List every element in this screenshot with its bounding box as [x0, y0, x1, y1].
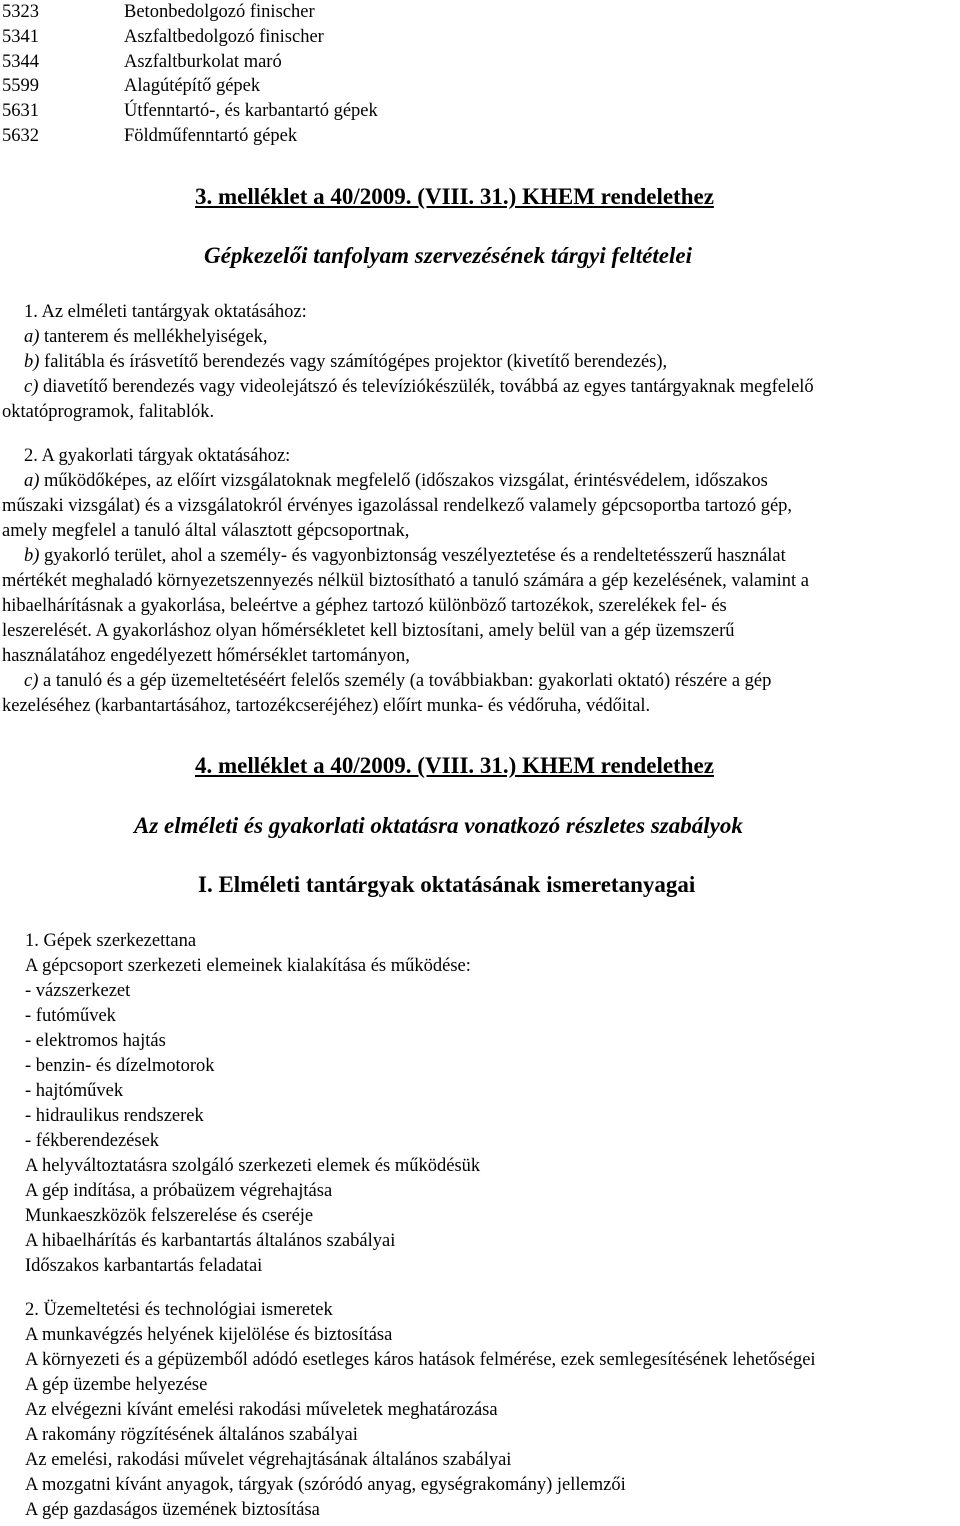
item-label: c): [24, 377, 39, 397]
item-label: a): [24, 471, 40, 491]
section2-item-c-cont: kezeléséhez (karbantartásához, tartozékcseréjéhez) előírt munka- és védőruha, védőital.: [2, 696, 651, 716]
item-name: Aszfaltburkolat maró: [124, 52, 282, 72]
item-label: b): [24, 352, 40, 372]
topic1-line: - benzin- és dízelmotorok: [25, 1056, 215, 1076]
topic1-line: Munkaeszközök felszerelése és cseréje: [25, 1206, 314, 1226]
item-code: 5599: [2, 76, 39, 96]
section2-item-c: [2, 669, 957, 694]
topic1-heading: 1. Gépek szerkezettana: [25, 931, 197, 951]
topic2-heading: 2. Üzemeltetési és technológiai ismeretek: [25, 1300, 333, 1320]
item-code: 5631: [2, 101, 39, 121]
section1-intro: 1. Az elméleti tantárgyak oktatásához:: [24, 302, 307, 322]
topic1-line: A gép indítása, a próbaüzem végrehajtása: [25, 1181, 333, 1201]
topic2-line: A gép üzembe helyezése: [25, 1375, 208, 1395]
item-text: működőképes, az előírt vizsgálatoknak megfelelő (időszakos vizsgálat, érintésvédelem, időszakos: [39, 471, 768, 491]
item-name: Útfenntartó-, és karbantartó gépek: [124, 101, 378, 121]
topic2-line: A gép gazdaságos üzemének biztosítása: [25, 1500, 320, 1520]
section2-item-b: [2, 544, 957, 569]
topic2-list: [25, 1298, 816, 1523]
annex3-title: 3. melléklet a 40/2009. (VIII. 31.) KHEM rendelethez: [195, 184, 714, 209]
topic1-line: A gépcsoport szerkezeti elemeinek kialakítása és működése:: [25, 956, 471, 976]
section2-intro: 2. A gyakorlati tárgyak oktatásához:: [24, 446, 291, 466]
item-text: gyakorló terület, ahol a személy- és vagyonbiztonság veszélyeztetése és a rendeltetésszerű használat: [39, 546, 786, 566]
topic2-line: Az elvégezni kívánt emelési rakodási műveletek meghatározása: [25, 1400, 498, 1420]
item-text: falitábla és írásvetítő berendezés vagy számítógépes projektor (kivetítő berendezés),: [39, 352, 668, 372]
item-label: a): [24, 327, 40, 347]
annex4-subtitle: Az elméleti és gyakorlati oktatásra vonatkozó részletes szabályok: [134, 813, 743, 838]
section2-item-b-cont: mértékét meghaladó környezetszennyezés nélkül biztosítható a tanuló számára a gép kezelésének, valamint a: [2, 571, 809, 591]
item-name: Betonbedolgozó finischer: [124, 2, 315, 22]
item-code: 5344: [2, 52, 39, 72]
section1-item-b: [2, 350, 957, 375]
section1-paragraph: [2, 300, 957, 425]
section1-item-c-cont: oktatóprogramok, falitablók.: [2, 402, 215, 422]
section2-item-a-cont: műszaki vizsgálat) és a vizsgálatokról érvényes igazolással rendelkező valamely gépcsoportba tartozó gép,: [2, 496, 793, 516]
topic1-line: A helyváltoztatásra szolgáló szerkezeti elemek és működésük: [25, 1156, 481, 1176]
section2-item-a-cont: amely megfelel a tanuló által választott gépcsoportnak,: [2, 521, 410, 541]
annex3-subtitle: Gépkezelői tanfolyam szervezésének tárgyi feltételei: [204, 243, 692, 268]
part-title: I. Elméleti tantárgyak oktatásának ismeretanyagai: [198, 872, 696, 897]
item-code: 5632: [2, 126, 39, 146]
topic2-line: A környezeti és a gépüzemből adódó esetleges káros hatások felmérése, ezek semlegesítésének lehetőségei: [25, 1350, 816, 1370]
topic1-line: - fékberendezések: [25, 1131, 160, 1151]
topic2-line: A munkavégzés helyének kijelölése és biztosítása: [25, 1325, 393, 1345]
section2-item-b-cont: hibaelhárításnak a gyakorlása, beleértve a géphez tartozó különböző tartozékok, szerelékek fel- és: [2, 596, 727, 616]
topic2-line: A mozgatni kívánt anyagok, tárgyak (szóródó anyag, egységrakomány) jellemzői: [25, 1475, 626, 1495]
topic1-line: Időszakos karbantartás feladatai: [25, 1256, 263, 1276]
topic1-line: - hidraulikus rendszerek: [25, 1106, 204, 1126]
topic2-line: Az emelési, rakodási művelet végrehajtásának általános szabályai: [25, 1450, 512, 1470]
section2-item-b-cont: használatához engedélyezett hőmérséklet tartományon,: [2, 646, 410, 666]
topic2-line: A rakomány rögzítésének általános szabályai: [25, 1425, 358, 1445]
section1-item-c: [2, 375, 957, 400]
topic1-line: A hibaelhárítás és karbantartás általános szabályai: [25, 1231, 396, 1251]
topic1-line: - vázszerkezet: [25, 981, 131, 1001]
item-code: 5323: [2, 2, 39, 22]
item-text: tanterem és mellékhelyiségek,: [39, 327, 268, 347]
topic1-line: - hajtóművek: [25, 1081, 124, 1101]
item-text: a tanuló és a gép üzemeltetéséért felelős személy (a továbbiakban: gyakorlati oktató) részére a gép: [38, 671, 772, 691]
section1-item-a: [2, 325, 957, 350]
item-text: diavetítő berendezés vagy videolejátszó és televíziókészülék, továbbá az egyes tantárgyaknak megfelelő: [38, 377, 814, 397]
annex4-title: 4. melléklet a 40/2009. (VIII. 31.) KHEM rendelethez: [195, 753, 714, 778]
topic1-list: [25, 929, 480, 1279]
topic1-line: - elektromos hajtás: [25, 1031, 166, 1051]
item-name: Földműfenntartó gépek: [124, 126, 298, 146]
item-code: 5341: [2, 27, 39, 47]
item-name: Alagútépítő gépek: [124, 76, 261, 96]
section2-item-a: [2, 469, 957, 494]
item-label: b): [24, 546, 40, 566]
section2-paragraph: [2, 444, 957, 719]
section2-item-b-cont: leszerelését. A gyakorláshoz olyan hőmérsékletet kell biztosítani, amely belül van a gép üzemszerű: [2, 621, 735, 641]
item-label: c): [24, 671, 39, 691]
topic1-line: - futóművek: [25, 1006, 116, 1026]
item-name: Aszfaltbedolgozó finischer: [124, 27, 324, 47]
